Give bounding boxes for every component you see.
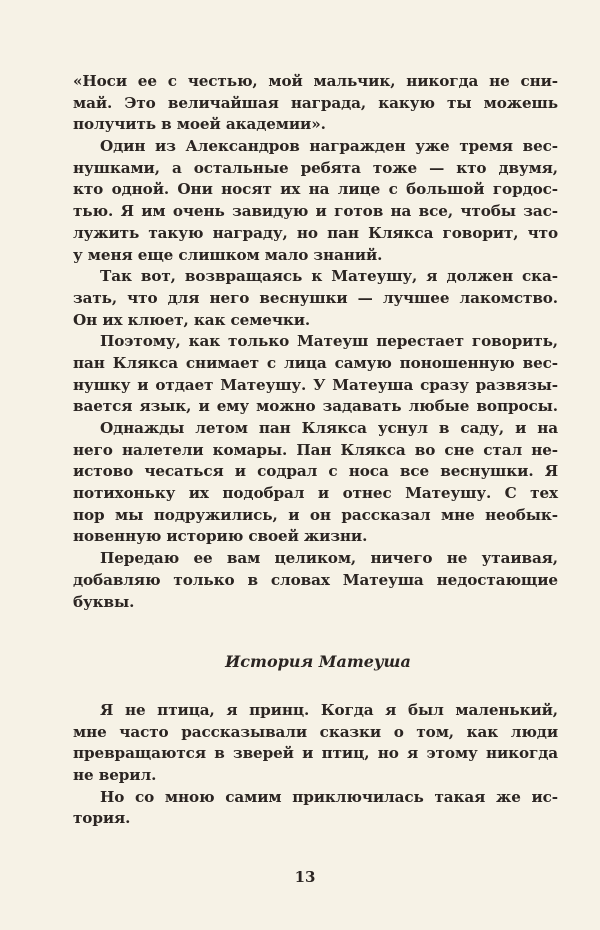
text-line: нушку и отдает Матеушу. У Матеуша сразу развязы- (73, 375, 558, 394)
text-block-bottom (73, 700, 558, 830)
text-line: пан Клякса снимает с лица самую поношенную вес- (73, 353, 558, 372)
text-line: нушками, а остальные ребята тоже — кто двумя, (73, 158, 558, 177)
text-line: истово чесаться и содрал с носа все веснушки. Я (73, 462, 558, 481)
text-line: пор мы подружились, и он рассказал мне необык- (73, 505, 558, 524)
text-line: не верил. (73, 766, 157, 785)
text-line: Поэтому, как только Матеуш перестает говорить, (100, 332, 558, 351)
text-line: кто одной. Они носят их на лице с большой гордос- (73, 180, 558, 199)
text-line: получить в моей академии». (73, 115, 326, 134)
text-line: потихоньку их подобрал и отнес Матеушу. С тех (73, 484, 558, 503)
text-line: Он их клюет, как семечки. (73, 310, 311, 329)
text-line: Но со мною самим приключилась такая же ис- (100, 787, 558, 806)
text-line: зать, что для него веснушки — лучшее лакомство. (73, 288, 558, 307)
text-line: мне часто рассказывали сказки о том, как люди (73, 722, 558, 741)
text-line: «Носи ее с честью, мой мальчик, никогда не сни- (73, 72, 558, 90)
text-line: новенную историю своей жизни. (73, 527, 368, 546)
text-line: превращаются в зверей и птиц, но я этому никогда (73, 744, 558, 763)
text-line: буквы. (73, 592, 135, 611)
text-line: Передаю ее вам целиком, ничего не утаивая, (100, 549, 558, 568)
text-line: у меня еще слишком мало знаний. (73, 245, 383, 264)
text-line: добавляю только в словах Матеуша недостающие (73, 570, 558, 589)
text-line: Так вот, возвращаясь к Матеушу, я должен ска- (100, 267, 558, 286)
page-number: 13 (294, 868, 316, 886)
text-line: тория. (73, 809, 131, 828)
text-block-top (73, 71, 558, 613)
text-line: вается язык, и ему можно задавать любые вопросы. (73, 397, 558, 416)
text-line: тью. Я им очень завидую и готов на все, чтобы зас- (73, 202, 558, 221)
section-title: История Матеуша (225, 652, 411, 671)
text-line: Однажды летом пан Клякса уснул в саду, и на (100, 419, 558, 437)
text-line: Один из Александров награжден уже тремя вес- (100, 137, 558, 156)
text-line: него налетели комары. Пан Клякса во сне стал не- (73, 440, 558, 459)
text-line: Я не птица, я принц. Когда я был маленький, (100, 701, 558, 719)
text-line: лужить такую награду, но пан Клякса говорит, что (73, 223, 558, 242)
text-line: май. Это величайшая награда, какую ты можешь (73, 93, 558, 112)
